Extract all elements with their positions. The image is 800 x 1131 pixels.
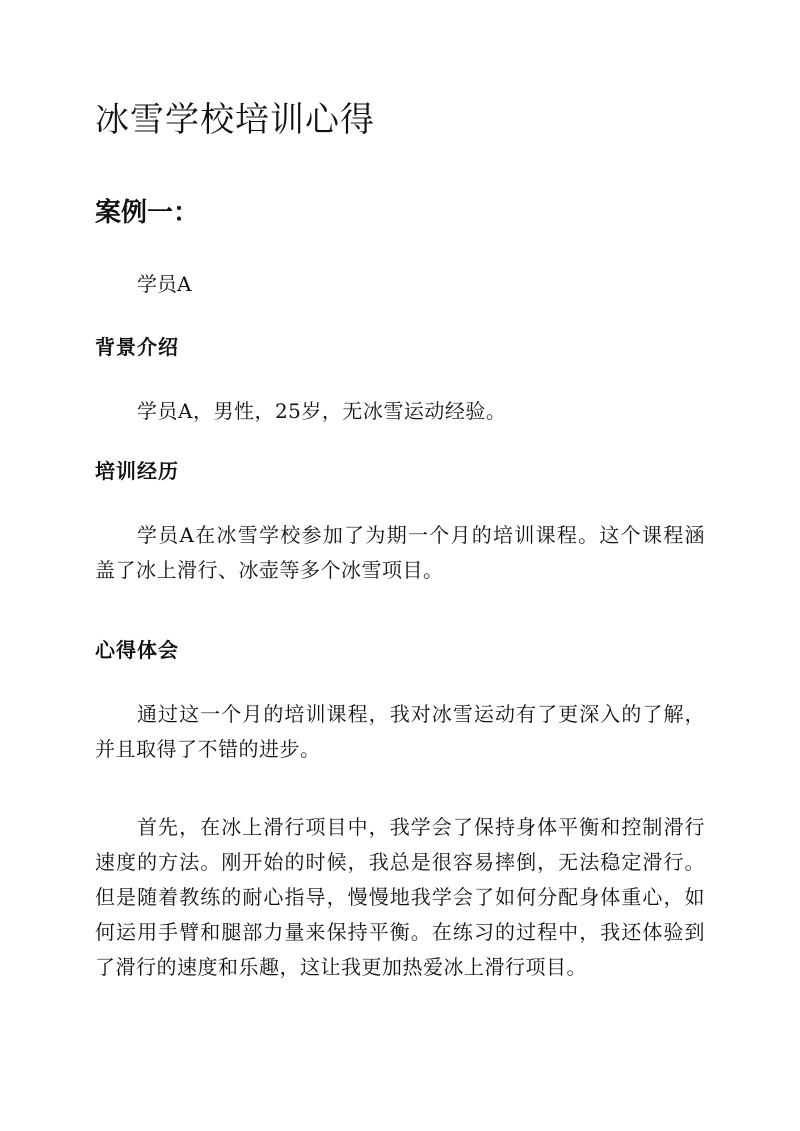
document-title: 冰雪学校培训心得 [95, 100, 375, 140]
training-heading: 培训经历 [95, 459, 179, 483]
background-heading: 背景介绍 [95, 335, 179, 359]
experience-heading: 心得体会 [95, 638, 179, 662]
background-text: 学员A，男性，25岁，无冰雪运动经验。 [137, 399, 507, 423]
experience-paragraph-1: 通过这一个月的培训课程，我对冰雪运动有了更深入的了解，并且取得了不错的进步。 [95, 702, 705, 761]
case-heading: 案例一： [95, 198, 200, 228]
training-text: 学员A在冰雪学校参加了为期一个月的培训课程。这个课程涵盖了冰上滑行、冰壶等多个冰雪项目。 [95, 523, 705, 582]
student-name: 学员A [137, 272, 192, 296]
experience-paragraph-2: 首先，在冰上滑行项目中，我学会了保持身体平衡和控制滑行速度的方法。刚开始的时候，我总是很容易摔倒，无法稳定滑行。但是随着教练的耐心指导，慢慢地我学会了如何分配身体重心，如何运用手臂和腿部力量来保持平衡。在练习的过程中，我还体验到了滑行的速度和乐趣，这让我更加热爱冰上滑行项目。 [95, 815, 705, 979]
